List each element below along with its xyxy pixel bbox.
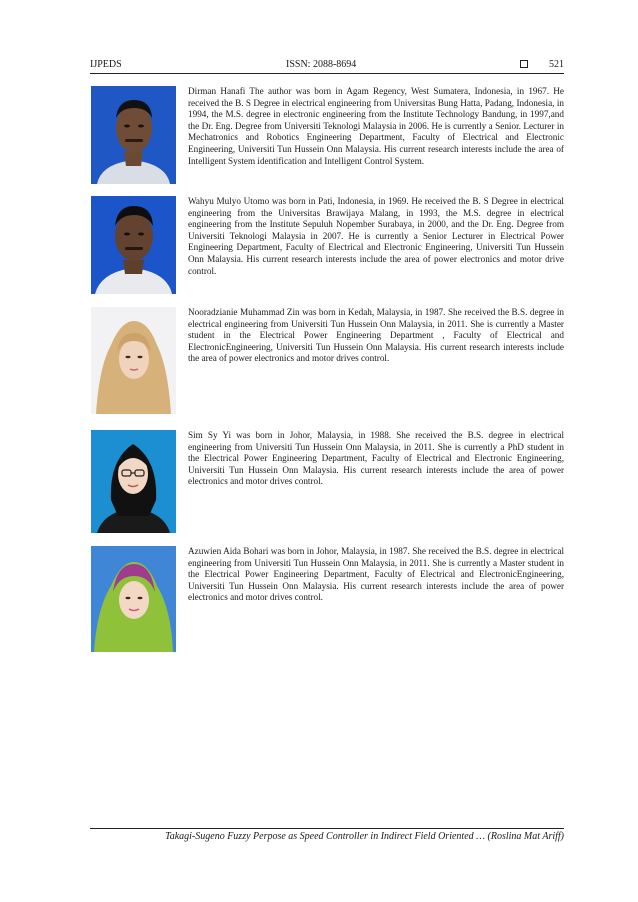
footer-divider [90, 828, 564, 829]
running-header [90, 57, 564, 74]
bio-text: Wahyu Mulyo Utomo was born in Pati, Indonesia, in 1969. He received the B. S Degree in electrical engineering from the Universitas Brawijaya Malang, in 1993, the M.S. degree in electrical engineering from the Institute Sepuluh Nopember Surabaya, in 2000, and the Dr. Eng. Degree from Universiti Teknologi Malaysia in 2007. He is currently a Senior Lecturer in Electrical Power Engineering Department, Faculty of Electrical and Electronic Engineering, Universiti Tun Hussein Onn Malaysia. His current research interests include the area of power electronics and motor drive control. [188, 196, 564, 276]
author-photo [91, 430, 176, 533]
page-number: 521 [549, 59, 564, 70]
author-photo [91, 307, 176, 414]
author-photo-3-image [91, 307, 176, 414]
author-photo-2-image [91, 196, 176, 294]
journal-name: IJPEDS [90, 59, 122, 70]
bio-text: Azuwien Aida Bohari was born in Johor, Malaysia, in 1987. She received the B.S. degree in electrical engineering from Universiti Tun Hussein Onn Malaysia, in 2011. She is currently a Master student in the Electrical Power Engineering Department, Faculty of Electrical and ElectronicEngineering, Universiti Tun Hussein Onn Malaysia. His current research interests include the area of power electronics and motor drives control. [188, 546, 564, 603]
checkbox-square-icon [520, 60, 528, 68]
bio-text: Nooradzianie Muhammad Zin was born in Kedah, Malaysia, in 1987. She received the B.S. degree in electrical engineering from Universiti Tun Hussein Onn Malaysia, in 2011. She is currently a Master student in the Electrical Power Engineering Department , Faculty of Electrical and ElectronicEngineering, Universiti Tun Hussein Onn Malaysia. His current research interests include the area of power electronics and motor drives control. [188, 307, 564, 364]
author-photo-4-image [91, 430, 176, 533]
author-photo-1-image [91, 86, 176, 184]
author-photo [91, 196, 176, 294]
bio-text: Sim Sy Yi was born in Johor, Malaysia, in 1988. She received the B.S. degree in electrical engineering from Universiti Tun Hussein Onn Malaysia, in 2011. She is currently a PhD student in the Electrical Power Engineering Department, Faculty of Electrical and Electronic Engineering, Universiti Tun Hussein Onn Malaysia. His current research interests include the area of power electronics and motor drives control. [188, 430, 564, 487]
running-footer: Takagi-Sugeno Fuzzy Perpose as Speed Controller in Indirect Field Oriented … (Roslina Mat Ariff) [165, 831, 564, 842]
author-photo-5-image [91, 546, 176, 652]
author-photo [91, 546, 176, 652]
author-photo [91, 86, 176, 184]
bio-text: Dirman Hanafi The author was born in Agam Regency, West Sumatera, Indonesia, in 1967. He received the B. S Degree in electrical engineering from Universitas Bung Hatta, Padang, Indonesia, in 1994, the M.S. degree in electronic engineering from the Institute Technology Bandung, in 1997,and the Dr. Eng. Degree from Universiti Teknologi Malaysia in 2006. He is currently a Senior. Lecturer in Mechatronics and Robotics Engineering Department, Faculty of Electrical and Electronic Engineering, Universiti Tun Hussein Onn Malaysia. His current research interests include the area of Intelligent System identification and Intelligent Control System. [188, 86, 564, 166]
issn-label: ISSN: 2088-8694 [286, 59, 357, 70]
